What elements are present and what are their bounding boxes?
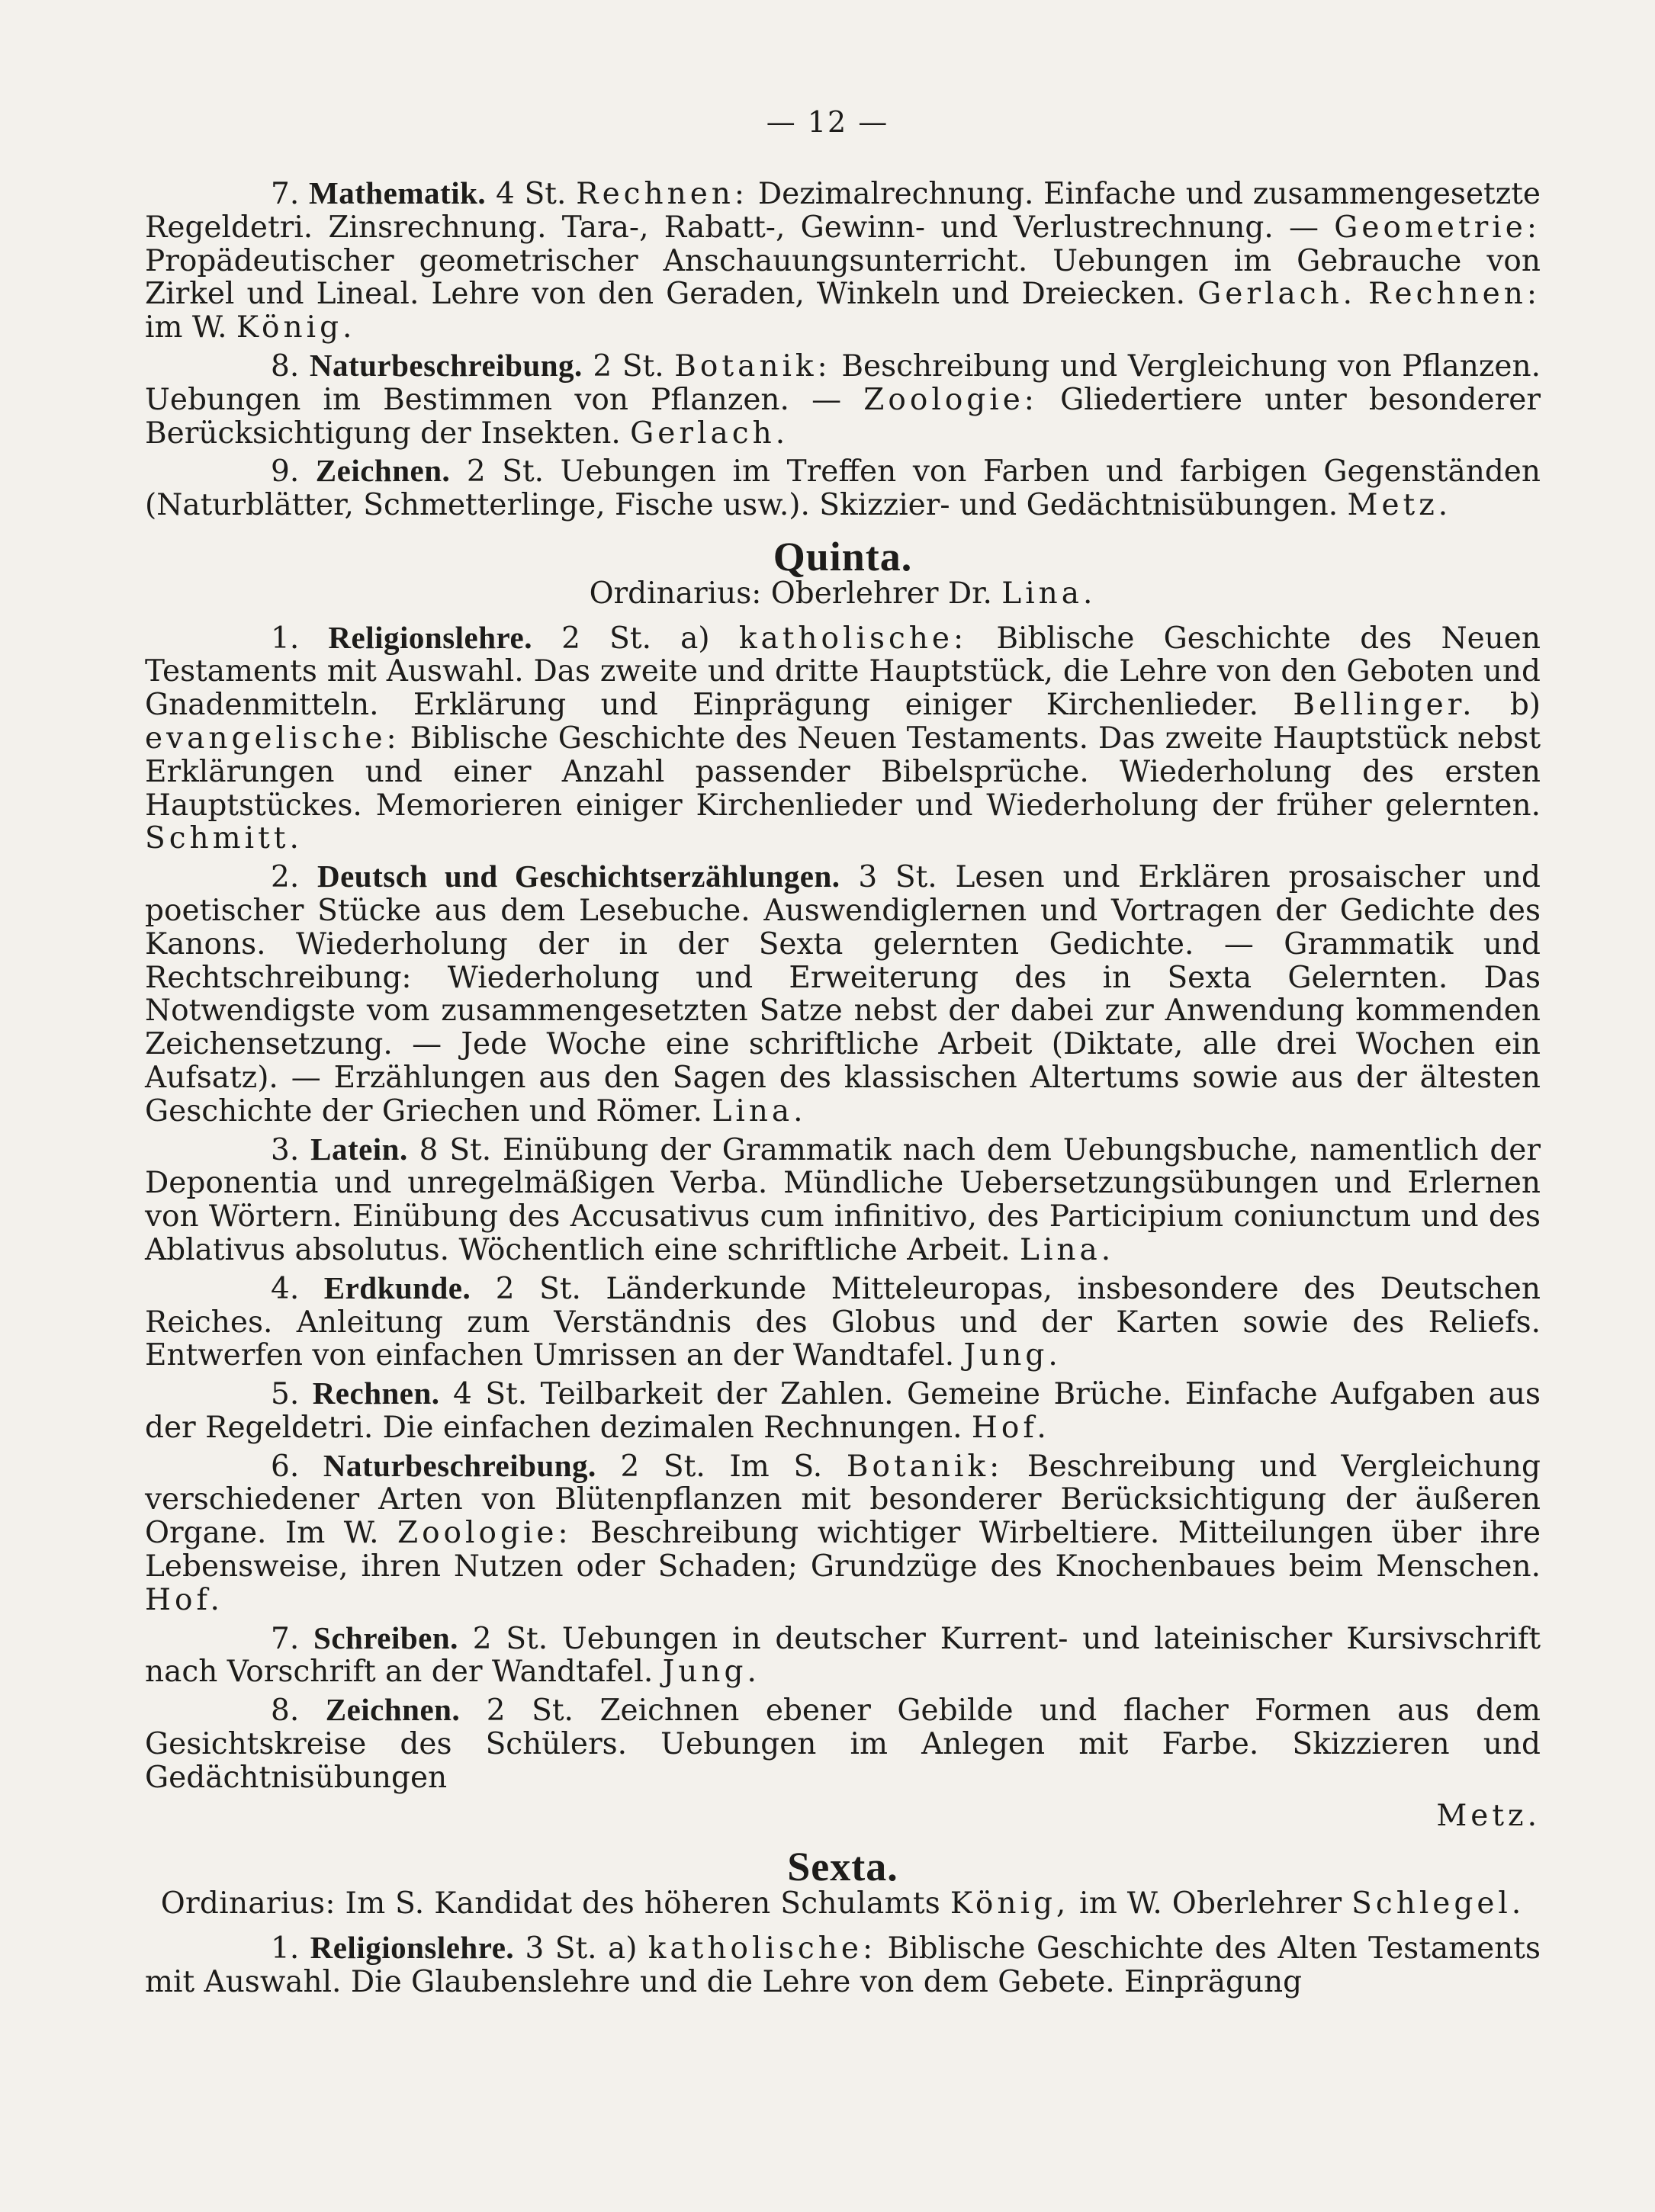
entry-number: 9. (271, 454, 316, 490)
spaced-name: Metz. (1436, 1798, 1541, 1833)
entry-number: 1. (271, 1931, 310, 1966)
entry-hours: 2 St. (458, 1621, 562, 1656)
body-text: Teilbarkeit der Zahlen. Gemeine Brüche. Einfache Aufgaben aus der Regeldetri. Die einfachen dezimalen Rechnungen. (145, 1377, 1541, 1445)
entry-number: 5. (271, 1377, 313, 1412)
entry-title: Zeichnen. (325, 1692, 461, 1728)
body-text: Dezimalrechnung. Einfache und zusammengesetzte Regeldetri. Zinsrechnung. Tara-, Rabatt-, Gewinn- und Verlustrechnung. — (145, 177, 1541, 245)
page-text (145, 177, 1541, 2004)
ordinarius-quinta (145, 577, 1541, 611)
quinta-entry (145, 621, 1541, 856)
body-text: Im S. (729, 1449, 847, 1484)
quinta-entry (145, 1622, 1541, 1690)
spaced-name: Jung. (963, 1338, 1062, 1373)
spaced-name: Geometrie: (1334, 210, 1541, 245)
body-text (1356, 277, 1368, 311)
sexta-entries (145, 1931, 1541, 1999)
entry-title: Zeichnen. (315, 453, 451, 489)
page-number: — 12 — (766, 105, 889, 139)
body-text: Beschreibung wichtiger Wirbeltiere. Mitteilungen über ihre Lebensweise, ihren Nutzen oder Schaden; Grundzüge des Knochenbaues beim Menschen. (145, 1516, 1541, 1584)
entry-number: 4. (271, 1271, 324, 1306)
entry-number: 2. (271, 860, 317, 895)
entry-hours: 2 St. (450, 454, 561, 490)
entry-title: Naturbeschreibung. (323, 1447, 596, 1483)
body-text: Zeichnen ebener Gebilde und flacher Formen aus dem Gesichtskreise des Schülers. Uebungen im Anlegen mit Farbe. Skizzieren und Gedächtnisübungen (145, 1694, 1541, 1795)
body-text: a) (680, 621, 739, 656)
entry-hours: 8 St. (407, 1132, 503, 1167)
spaced-name: Rechnen: (1368, 277, 1541, 312)
spaced-name: Metz. (1347, 488, 1452, 523)
entry-hours: 4 St. (486, 177, 577, 211)
body-text: Uebungen im Treffen von Farben und farbigen Gegenständen (Naturblätter, Schmetterlinge, Fische usw.). Skizzier- und Gedächtnisübungen. (145, 454, 1541, 523)
entry-number: 7. (271, 1621, 314, 1656)
ordinarius-prefix: Ordinarius: Oberlehrer Dr. (589, 576, 1002, 611)
quinta-entry (145, 1694, 1541, 1794)
spaced-name: evangelische: (145, 721, 400, 756)
entry-title: Deutsch und Geschichtserzählungen. (317, 859, 840, 894)
teacher-line (145, 1799, 1541, 1833)
entry-hours: 2 St. (582, 348, 675, 384)
section-heading-quinta: Quinta. (773, 533, 913, 579)
body-text: im W. Oberlehrer (1069, 1886, 1352, 1921)
spaced-name: Gerlach. (630, 416, 789, 451)
spaced-name: König, (950, 1886, 1070, 1921)
ordinarius-sexta (145, 1887, 1541, 1921)
entry-number: 1. (271, 621, 329, 656)
spaced-name: Gerlach. (1197, 277, 1357, 312)
entry-hours: 2 St. (596, 1449, 730, 1484)
entry-title: Rechnen. (312, 1376, 440, 1411)
entry-hours: 2 St. (471, 1271, 606, 1306)
entry-title: Naturbeschreibung. (309, 347, 583, 383)
body-text: Länderkunde Mitteleuropas, insbesondere des Deutschen Reiches. Anleitung zum Verständnis des Globus und der Karten sowie des Reliefs. Entwerfen von einfachen Umrissen an der Wandtafel. (145, 1271, 1541, 1373)
body-text: Einübung der Grammatik nach dem Uebungsbuche, namentlich der Deponentia und unregelmäßigen Verba. Mündliche Uebersetzungsübungen und Erlernen von Wörtern. Einübung des Accusativus cum infinitivo, des Participium coniunctum und des Ablativus absolutus. Wöchentlich eine schriftliche Arbeit. (145, 1132, 1541, 1267)
entry-number: 6. (271, 1449, 323, 1484)
spaced-name: Hof. (145, 1582, 223, 1617)
subject-entry (145, 349, 1541, 450)
spaced-name: Botanik: (674, 348, 831, 384)
spaced-name: König. (236, 310, 356, 345)
entry-title: Religionslehre. (310, 1930, 515, 1966)
spaced-name: Schmitt. (145, 821, 303, 856)
entry-title: Schreiben. (313, 1620, 458, 1655)
body-text: Uebungen in deutscher Kurrent- und lateinischer Kursivschrift nach Vorschrift an der Wandtafel. (145, 1621, 1541, 1690)
body-text: Biblische Geschichte des Neuen Testaments. Das zweite Hauptstück nebst Erklärungen und einer Anzahl passender Bibelsprüche. Wiederholung des ersten Hauptstückes. Memorieren einiger Kirchenlieder und Wiederholung der früher gelernten. (145, 721, 1541, 823)
entry-hours: 2 St. (532, 621, 681, 656)
entry-number: 8. (271, 348, 310, 384)
sexta-entry (145, 1931, 1541, 1999)
spaced-name: Jung. (662, 1655, 760, 1690)
spaced-name: Bellinger. (1293, 688, 1476, 723)
quinta-entry (145, 860, 1541, 1128)
body-text: Biblische Geschichte des Neuen Testaments mit Auswahl. Das zweite und dritte Hauptstück, die Lehre von den Geboten und Gnadenmitteln. Erklärung und Einprägung einiger Kirchenlieder. (145, 621, 1541, 723)
entry-title: Religionslehre. (328, 619, 532, 655)
entry-number: 3. (271, 1132, 311, 1167)
spaced-name: katholische: (738, 621, 968, 656)
body-text: Beschreibung und Vergleichung von Pflanzen. Uebungen im Bestimmen von Pflanzen. — (145, 348, 1541, 417)
spaced-name: Zoologie: (863, 382, 1038, 417)
quinta-entry (145, 1377, 1541, 1445)
entry-hours: 3 St. (840, 860, 956, 895)
entry-hours: 4 St. (439, 1377, 541, 1412)
entry-number: 7. (271, 177, 310, 211)
spaced-name: Lina. (712, 1093, 807, 1128)
section-heading-sexta: Sexta. (787, 1844, 898, 1890)
body-text: Gliedertiere unter besonderer Berücksichtigung der Insekten. (145, 382, 1541, 451)
body-text: Beschreibung und Vergleichung verschiedener Arten von Blütenpflanzen mit besonderer Berücksichtigung der äußeren Organe. Im W. (145, 1449, 1541, 1551)
body-text: Biblische Geschichte des Alten Testaments mit Auswahl. Die Glaubenslehre und die Lehre von dem Gebete. Einprägung (145, 1931, 1541, 1999)
body-text: Ordinarius: Im S. Kandidat des höheren Schulamts (160, 1886, 950, 1921)
quinta-entry (145, 1447, 1541, 1617)
spaced-name: Schlegel. (1351, 1886, 1525, 1921)
entry-hours: 3 St. (514, 1931, 608, 1966)
body-text: a) (607, 1931, 648, 1966)
body-text: Lesen und Erklären prosaischer und poetischer Stücke aus dem Lesebuche. Auswendiglernen und Vortragen der Gedichte des Kanons. Wiederholung der in der Sexta gelernten Gedichte. — Grammatik und Rechtschreibung: Wiederholung und Erweiterung des in Sexta Gelernten. Das Notwendigste vom zusammengesetzten Satze nebst der dabei zur Anwendung kommenden Zeichensetzung. — Jede Woche eine schriftliche Arbeit (Diktate, alle drei Wochen ein Aufsatz). — Erzählungen aus den Sagen des klassischen Altertums sowie aus der ältesten Geschichte der Griechen und Römer. (145, 860, 1541, 1128)
entry-title: Latein. (310, 1131, 408, 1167)
spaced-name: Lina. (1020, 1232, 1115, 1267)
entry-title: Erdkunde. (323, 1270, 471, 1305)
quinta-entry (145, 1133, 1541, 1267)
spaced-name: Botanik: (846, 1449, 1004, 1484)
spaced-name: katholische: (648, 1931, 877, 1966)
entry-number: 8. (271, 1694, 326, 1729)
spaced-name: Zoologie: (397, 1516, 572, 1551)
body-text: b) (1475, 688, 1541, 723)
subject-entry (145, 177, 1541, 345)
entry-hours: 2 St. (460, 1694, 600, 1729)
ordinarius-name: Lina. (1001, 576, 1097, 611)
continued-section (145, 177, 1541, 522)
quinta-entries (145, 621, 1541, 1833)
subject-entry (145, 454, 1541, 522)
body-text: Propädeutischer geometrischer Anschauungsunterricht. Uebungen im Gebrauche von Zirkel und Lineal. Lehre von den Geraden, Winkeln und Dreiecken. (145, 243, 1541, 312)
spaced-name: Rechnen: (576, 177, 749, 211)
quinta-entry (145, 1272, 1541, 1372)
entry-title: Mathematik. (309, 175, 487, 210)
body-text: im W. (145, 310, 236, 345)
spaced-name: Hof. (971, 1410, 1050, 1445)
